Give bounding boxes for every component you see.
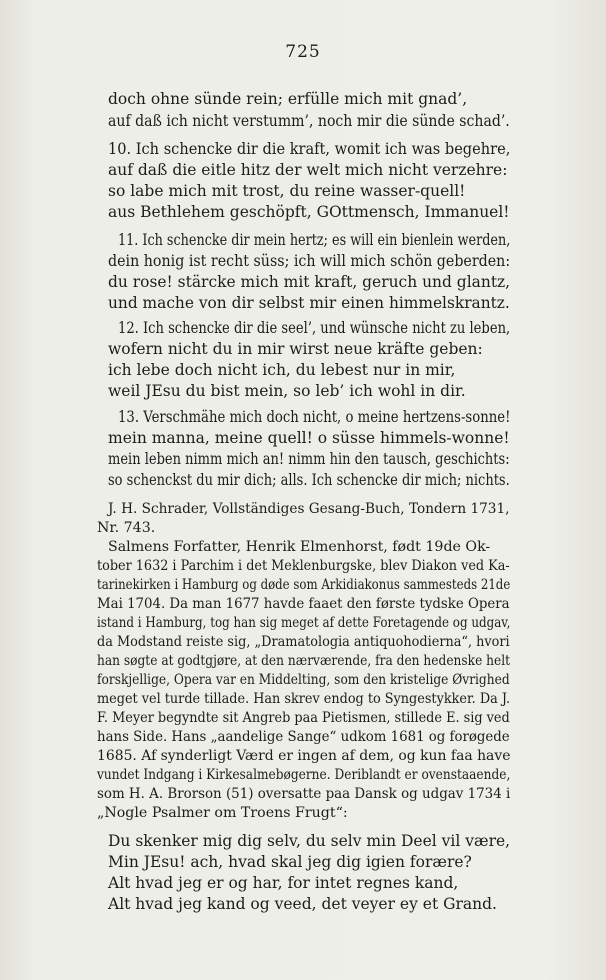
commentary-line: 1685. Af synderligt Værd er ingen af dem, og kun faa have <box>97 748 511 764</box>
commentary-line: han søgte at godtgjøre, at den nærværende, fra den hedenske helt <box>97 653 511 669</box>
commentary-line: F. Meyer begyndte sit Angreb paa Pietismen, stillede E. sig ved <box>97 710 510 726</box>
danish-verse-line: Min JEsu! ach, hvad skal jeg dig igien forære? <box>108 853 472 871</box>
hymn-stanza-12-line: 12. Ich schencke dir die seel’, und wünsche nicht zu leben, <box>118 319 511 337</box>
danish-verse-line: Alt hvad jeg er og har, for intet regnes kand, <box>108 874 459 892</box>
source-citation: J. H. Schrader, Vollständiges Gesang-Buch, Tondern 1731, <box>108 501 510 517</box>
commentary-line: forskjellige, Opera var en Middelting, som den kristelige Øvrighed <box>97 672 510 688</box>
hymn-line: auf daß ich nicht verstumm’, noch mir die sünde schad’. <box>108 112 510 130</box>
commentary-line: meget vel turde tillade. Han skrev endog to Syngestykker. Da J. <box>97 691 511 707</box>
hymn-line: mein manna, meine quell! o süsse himmels-wonne! <box>108 429 510 447</box>
hymn-line: weil JEsu du bist mein, so leb’ ich wohl in dir. <box>108 382 466 400</box>
commentary-line: istand i Hamburg, tog han sig meget af dette Foretagende og udgav, <box>97 615 511 631</box>
hymn-stanza-13-line: 13. Verschmähe mich doch nicht, o meine hertzens-sonne! <box>118 408 511 426</box>
commentary-line: tarinekirken i Hamburg og døde som Arkidiakonus sammesteds 21de <box>97 577 511 593</box>
hymn-line: du rose! stärcke mich mit kraft, geruch und glantz, <box>108 273 511 291</box>
commentary-line: hans Side. Hans „aandelige Sange“ udkom 1681 og forøgede <box>97 729 510 745</box>
commentary-line: „Nogle Psalmer om Troens Frugt“: <box>97 805 348 821</box>
hymn-line: so schenckst du mir dich; alls. Ich schencke dir mich; nichts. <box>108 471 510 489</box>
hymn-line: so labe mich mit trost, du reine wasser-quell! <box>108 182 466 200</box>
commentary-line: da Modstand reiste sig, „Dramatologia antiquohodierna“, hvori <box>97 634 510 650</box>
hymn-line: doch ohne sünde rein; erfülle mich mit gnad’, <box>108 90 468 108</box>
commentary-line: vundet Indgang i Kirkesalmebøgerne. Deriblandt er ovenstaaende, <box>97 767 511 783</box>
hymn-stanza-11-line: 11. Ich schencke dir mein hertz; es will ein bienlein werden, <box>118 231 511 249</box>
danish-verse-line: Alt hvad jeg kand og veed, det veyer ey et Grand. <box>108 895 497 913</box>
danish-verse-line: Du skenker mig dig selv, du selv min Deel vil være, <box>108 832 511 850</box>
commentary-line: Salmens Forfatter, Henrik Elmenhorst, født 19de Ok- <box>108 539 491 555</box>
hymn-line: auf daß die eitle hitz der welt mich nicht verzehre: <box>108 161 508 179</box>
commentary-line: tober 1632 i Parchim i det Meklenburgske, blev Diakon ved Ka- <box>97 558 510 574</box>
hymn-line: wofern nicht du in mir wirst neue kräfte geben: <box>108 340 483 358</box>
hymn-line: dein honig ist recht süss; ich will mich schön geberden: <box>108 252 511 270</box>
commentary-line: Mai 1704. Da man 1677 havde faaet den første tydske Opera <box>97 596 510 612</box>
hymn-line: mein leben nimm mich an! nimm hin den tausch, geschichts: <box>108 450 510 468</box>
commentary-line: som H. A. Brorson (51) oversatte paa Dansk og udgav 1734 i <box>97 786 511 802</box>
hymn-line: und mache von dir selbst mir einen himmelskrantz. <box>108 294 510 312</box>
source-citation: Nr. 743. <box>97 520 156 536</box>
hymn-line: aus Bethlehem geschöpft, GOttmensch, Immanuel! <box>108 203 510 221</box>
page-number: 725 <box>285 42 321 62</box>
hymn-line: ich lebe doch nicht ich, du lebest nur in mir, <box>108 361 456 379</box>
hymn-stanza-10-line: 10. Ich schencke dir die kraft, womit ich was begehre, <box>108 140 511 158</box>
